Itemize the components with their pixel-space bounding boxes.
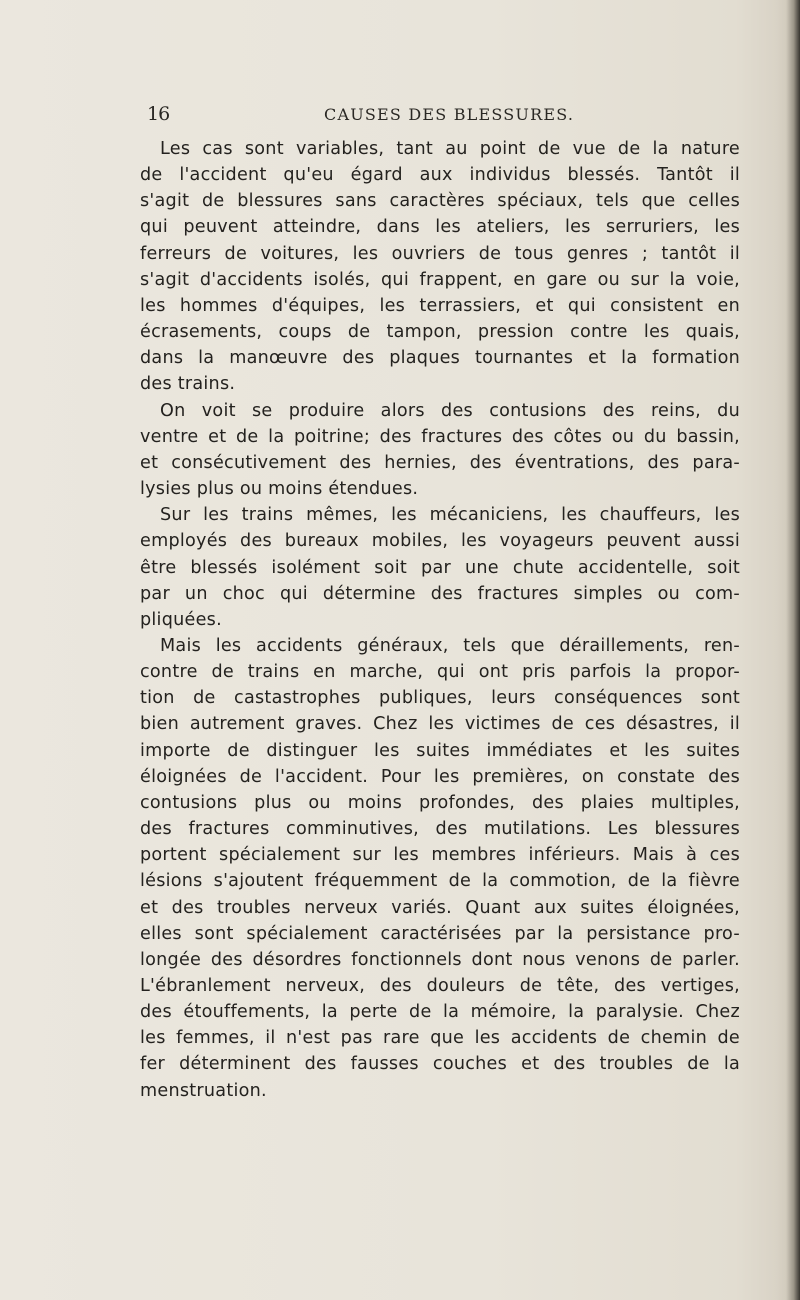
paragraph [140,502,740,633]
text-line: lésions s'ajoutent fréquemment de la commotion, de la fièvre [140,871,740,892]
running-head: CAUSES DES BLESSURES. [324,105,575,124]
text-line: ferreurs de voitures, les ouvriers de tous genres ; tantôt il [140,243,740,264]
text-line: les femmes, il n'est pas rare que les accidents de chemin de [140,1028,740,1049]
text-line: employés des bureaux mobiles, les voyageurs peuvent aussi [140,531,740,552]
text-line: qui peuvent atteindre, dans les ateliers, les serruriers, les [140,217,740,238]
text-line: pliquées. [140,609,222,630]
text-line: contre de trains en marche, qui ont pris parfois la propor- [140,662,740,683]
text-line: et des troubles nerveux variés. Quant aux suites éloignées, [140,897,740,918]
text-line: des fractures comminutives, des mutilations. Les blessures [140,819,740,840]
text-line: L'ébranlement nerveux, des douleurs de tête, des vertiges, [140,976,740,996]
page-number: 16 [147,103,170,125]
paragraph [140,136,740,398]
text-line: menstruation. [140,1080,267,1101]
text-line: les hommes d'équipes, les terrassiers, et qui consistent en [140,295,740,316]
page-edge-shadow [786,0,800,1300]
text-line: s'agit de blessures sans caractères spéciaux, tels que celles [140,191,740,212]
text-line: par un choc qui détermine des fractures simples ou com- [140,583,740,604]
text-line: lysies plus ou moins étendues. [140,479,419,500]
text-line: On voit se produire alors des contusions des reins, du [160,400,740,421]
text-line: fer déterminent des fausses couches et des troubles de la [140,1054,740,1075]
text-line: des trains. [140,374,236,395]
text-line: et consécutivement des hernies, des éventrations, des para- [140,452,740,473]
text-line: elles sont spécialement caractérisées par la persistance pro- [140,923,740,944]
paragraph [140,633,740,1104]
text-line: éloignées de l'accident. Pour les premières, on constate des [140,766,740,787]
text-line: Mais les accidents généraux, tels que déraillements, ren- [160,635,740,656]
text-line: écrasements, coups de tampon, pression contre les quais, [140,322,740,343]
text-line: des étouffements, la perte de la mémoire, la paralysie. Chez [140,1002,740,1023]
body-text [140,136,740,1104]
text-line: importe de distinguer les suites immédiates et les suites [140,740,740,761]
text-line: s'agit d'accidents isolés, qui frappent, en gare ou sur la voie, [140,269,740,290]
text-line: être blessés isolément soit par une chute accidentelle, soit [140,557,740,578]
text-line: contusions plus ou moins profondes, des plaies multiples, [140,792,740,813]
paragraph [140,398,740,503]
text-line: Sur les trains mêmes, les mécaniciens, les chauffeurs, les [160,505,740,526]
text-line: Les cas sont variables, tant au point de vue de la nature [160,139,740,159]
text-line: de l'accident qu'eu égard aux individus blessés. Tantôt il [140,165,740,186]
text-line: dans la manœuvre des plaques tournantes et la formation [140,348,740,369]
text-line: tion de castastrophes publiques, leurs conséquences sont [140,688,740,709]
text-line: bien autrement graves. Chez les victimes de ces désastres, il [140,714,740,735]
text-line: longée des désordres fonctionnels dont nous venons de parler. [140,949,740,970]
text-line: portent spécialement sur les membres inférieurs. Mais à ces [140,845,740,866]
text-line: ventre et de la poitrine; des fractures des côtes ou du bassin, [140,426,740,447]
